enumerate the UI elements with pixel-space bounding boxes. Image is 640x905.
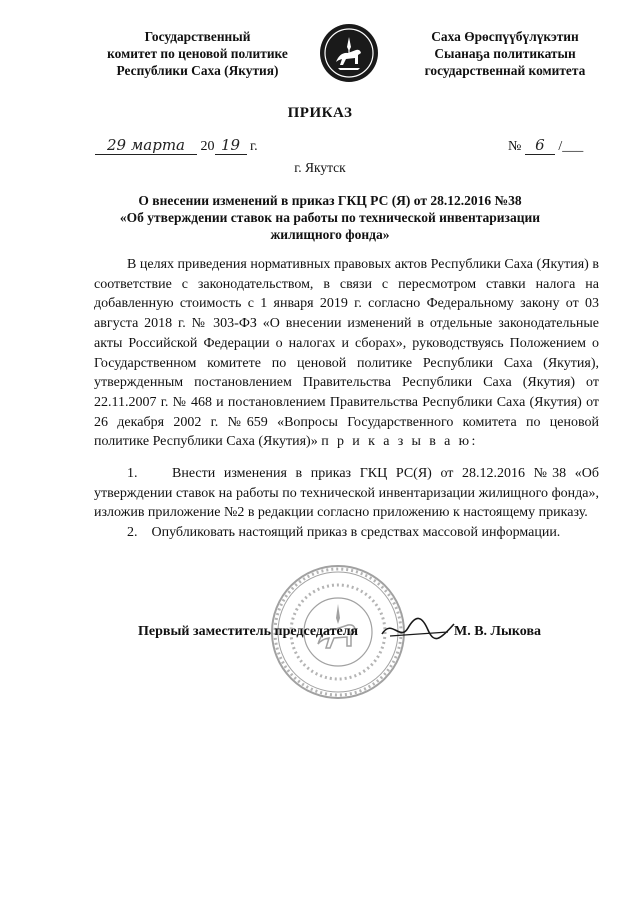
- header-right-org: [405, 28, 605, 79]
- order-word: п р и к а з ы в а ю:: [321, 434, 478, 450]
- item-number: 1.: [127, 466, 138, 482]
- order-subject: [90, 192, 570, 243]
- header-right-line: Саха Өрөспүүбүлүкэтин: [431, 29, 579, 44]
- date-year-prefix: 20: [200, 139, 215, 154]
- header-left-line: Республики Саха (Якутия): [116, 63, 279, 78]
- preamble-paragraph: [94, 255, 599, 452]
- order-body: [94, 255, 599, 543]
- date-year-suffix: 19: [215, 136, 247, 155]
- item-text: Внести изменения в приказ ГКЦ РС(Я) от 28.12.2016 №38 «Об утверждении ставок на работы по технической инвентаризации жилищного фонда», изложив приложение №2 в редакции согласно приложению к настоящему приказу.: [94, 466, 599, 521]
- header-left-org: [95, 28, 300, 79]
- preamble-text: В целях приведения нормативных правовых актов Республики Саха (Якутия) в соответствие с законодательством, в связи с пересмотром ставки налога на добавленную стоимость с 1 января 2019 г. согласно Федеральному закону от 03 августа 2018 г. № 303-ФЗ «О внесении изменений в отдельные законодательные акты Российской Федерации о налогах и сборах», руководствуясь Положением о Государственном комитете по ценовой политике Республики Саха (Якутия), утвержденным постановлением Правительства Республики Саха (Якутия) от 22.11.2007 г. № 468 и постановлением Правительства Республики Саха (Якутия) от 26 декабря 2002 г. №659 «Вопросы Государственного комитета по ценовой политике Республики Саха (Якутия)»: [94, 257, 599, 450]
- number-separator: /: [558, 139, 563, 154]
- handwritten-signature-icon: [378, 612, 458, 644]
- header-right-line: Сыанаҕа политикатын: [434, 46, 576, 61]
- subject-line: О внесении изменений в приказ ГКЦ РС (Я) от 28.12.2016 №38: [138, 193, 522, 208]
- signatory-name: М. В. Лыкова: [454, 624, 542, 639]
- signatory-position: Первый заместитель председателя: [138, 624, 359, 639]
- date-year-unit: г.: [250, 139, 258, 154]
- header-right-line: государственнай комитета: [424, 63, 586, 78]
- coat-of-arms-icon: [318, 22, 380, 84]
- number-rest: ___: [562, 139, 584, 154]
- number-prefix: №: [508, 139, 522, 154]
- header-left-line: Государственный: [144, 29, 251, 44]
- city: г. Якутск: [294, 160, 346, 175]
- order-number: [508, 136, 583, 155]
- item-number: 2.: [127, 525, 138, 541]
- subject-line: жилищного фонда»: [270, 227, 390, 242]
- number-value: 6: [525, 136, 555, 155]
- item-text: Опубликовать настоящий приказ в средствах массовой информации.: [151, 525, 561, 541]
- header-left-line: комитет по ценовой политике: [107, 46, 288, 61]
- list-item: [94, 523, 599, 543]
- subject-line: «Об утверждении ставок на работы по технической инвентаризации: [119, 210, 541, 225]
- order-date: [95, 136, 258, 155]
- date-day-month: 29 марта: [95, 136, 197, 155]
- document-title: ПРИКАЗ: [287, 105, 353, 121]
- list-item: [94, 464, 599, 523]
